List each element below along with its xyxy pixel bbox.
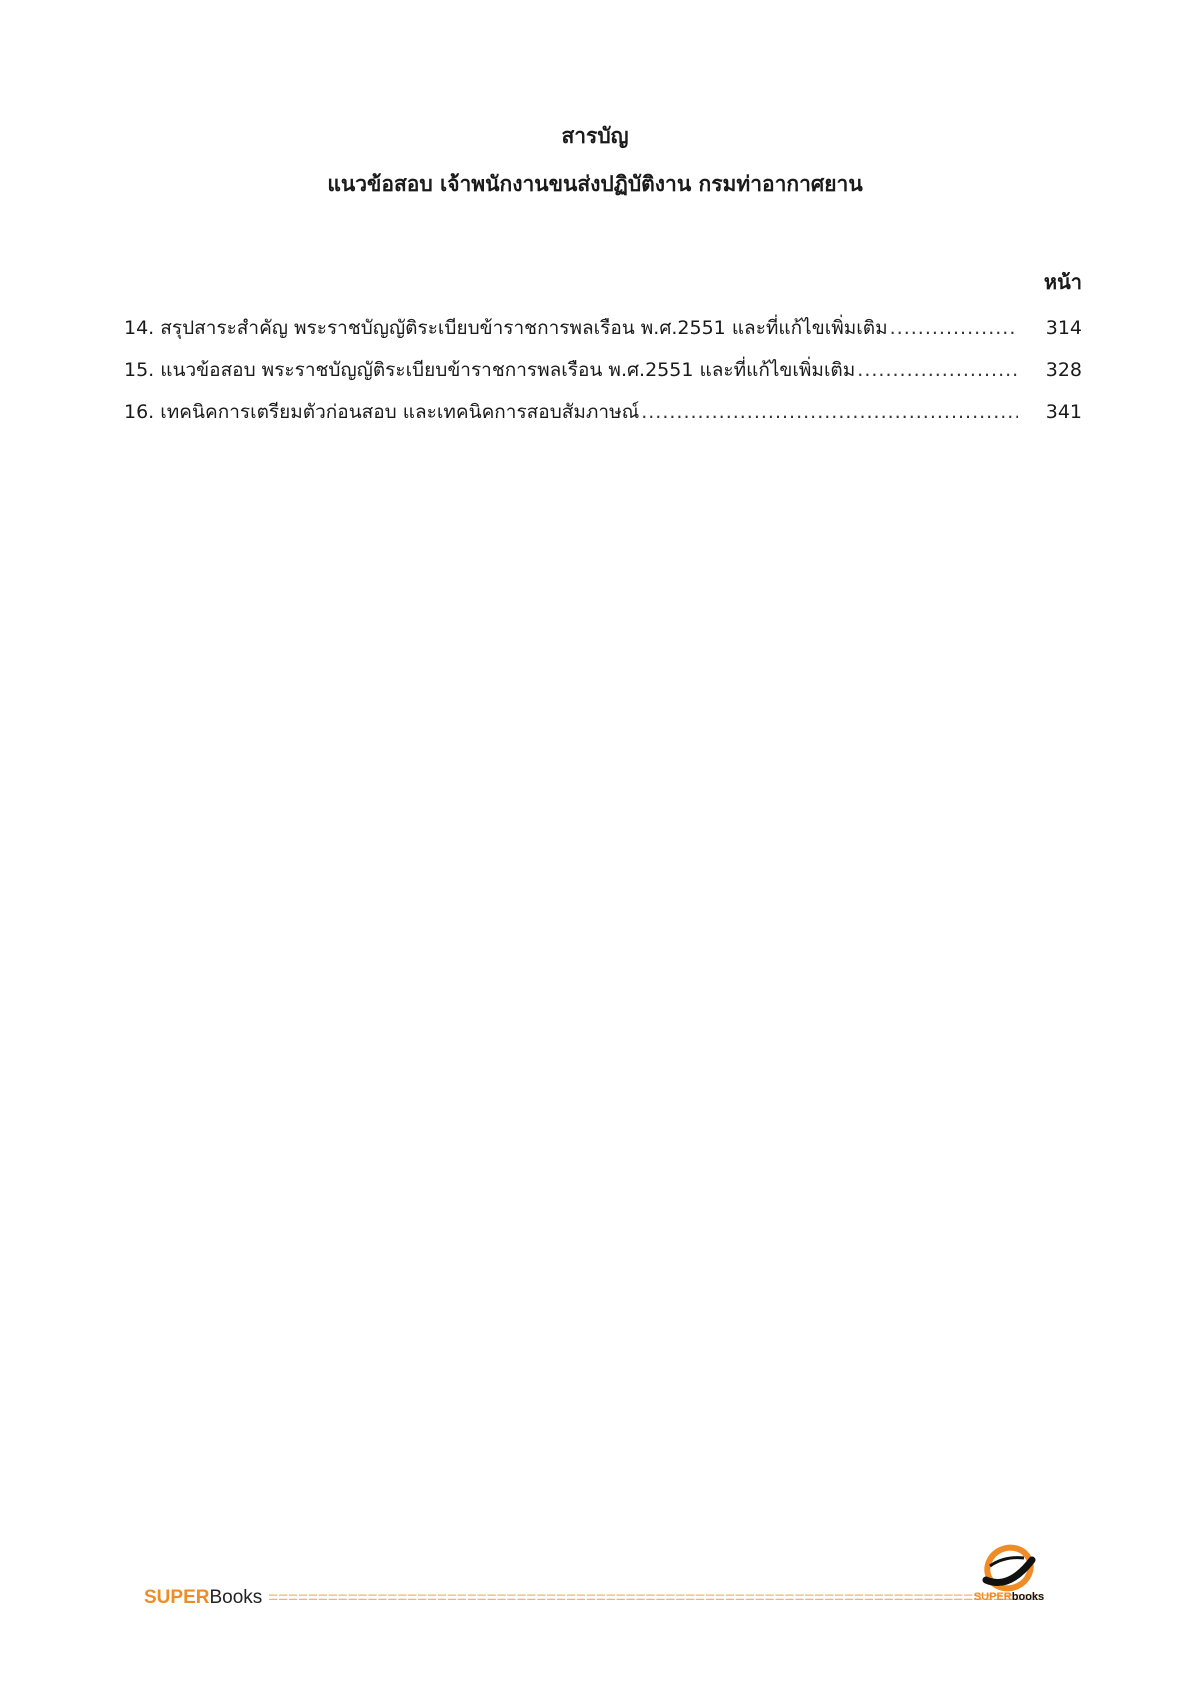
- toc-entry[interactable]: [124, 355, 1082, 397]
- footer-brand-books: Books: [209, 1587, 263, 1608]
- toc-entry-page: 341: [1045, 401, 1082, 423]
- footer-brand-super: SUPER: [144, 1587, 210, 1608]
- toc-entry-number: 16.: [124, 401, 161, 423]
- toc-leader-dots: [641, 401, 1018, 423]
- toc-entry-page: 314: [1045, 317, 1082, 339]
- toc-entry-page: 328: [1045, 359, 1082, 381]
- toc-entry-number: 15.: [124, 359, 161, 381]
- toc-entry-title: แนวข้อสอบ พระราชบัญญัติระเบียบข้าราชการพลเรือน พ.ศ.2551 และที่แก้ไขเพิ่มเติม: [160, 359, 856, 381]
- toc-title: สารบัญ: [561, 124, 629, 148]
- document-subtitle: แนวข้อสอบ เจ้าพนักงานขนส่งปฏิบัติงาน กรมท่าอากาศยาน: [327, 172, 863, 196]
- page-footer: [144, 1583, 1044, 1613]
- page-column-header: หน้า: [1043, 270, 1082, 294]
- toc-entry[interactable]: [124, 397, 1082, 439]
- toc-entry-title: เทคนิคการเตรียมตัวก่อนสอบ และเทคนิคการสอบสัมภาษณ์: [160, 401, 640, 423]
- table-of-contents: [124, 313, 1082, 439]
- toc-leader-dots: [890, 317, 1018, 339]
- logo-wordmark: [964, 1591, 1054, 1603]
- logo-super-text: SUPER: [973, 1591, 1012, 1603]
- toc-entry[interactable]: [124, 313, 1082, 355]
- toc-entry-title: สรุปสาระสำคัญ พระราชบัญญัติระเบียบข้าราชการพลเรือน พ.ศ.2551 และที่แก้ไขเพิ่มเติม: [160, 317, 888, 339]
- logo-books-text: books: [1011, 1591, 1045, 1603]
- toc-leader-dots: [857, 359, 1018, 381]
- footer-divider-line: [268, 1588, 1044, 1608]
- toc-entry-number: 14.: [124, 317, 161, 339]
